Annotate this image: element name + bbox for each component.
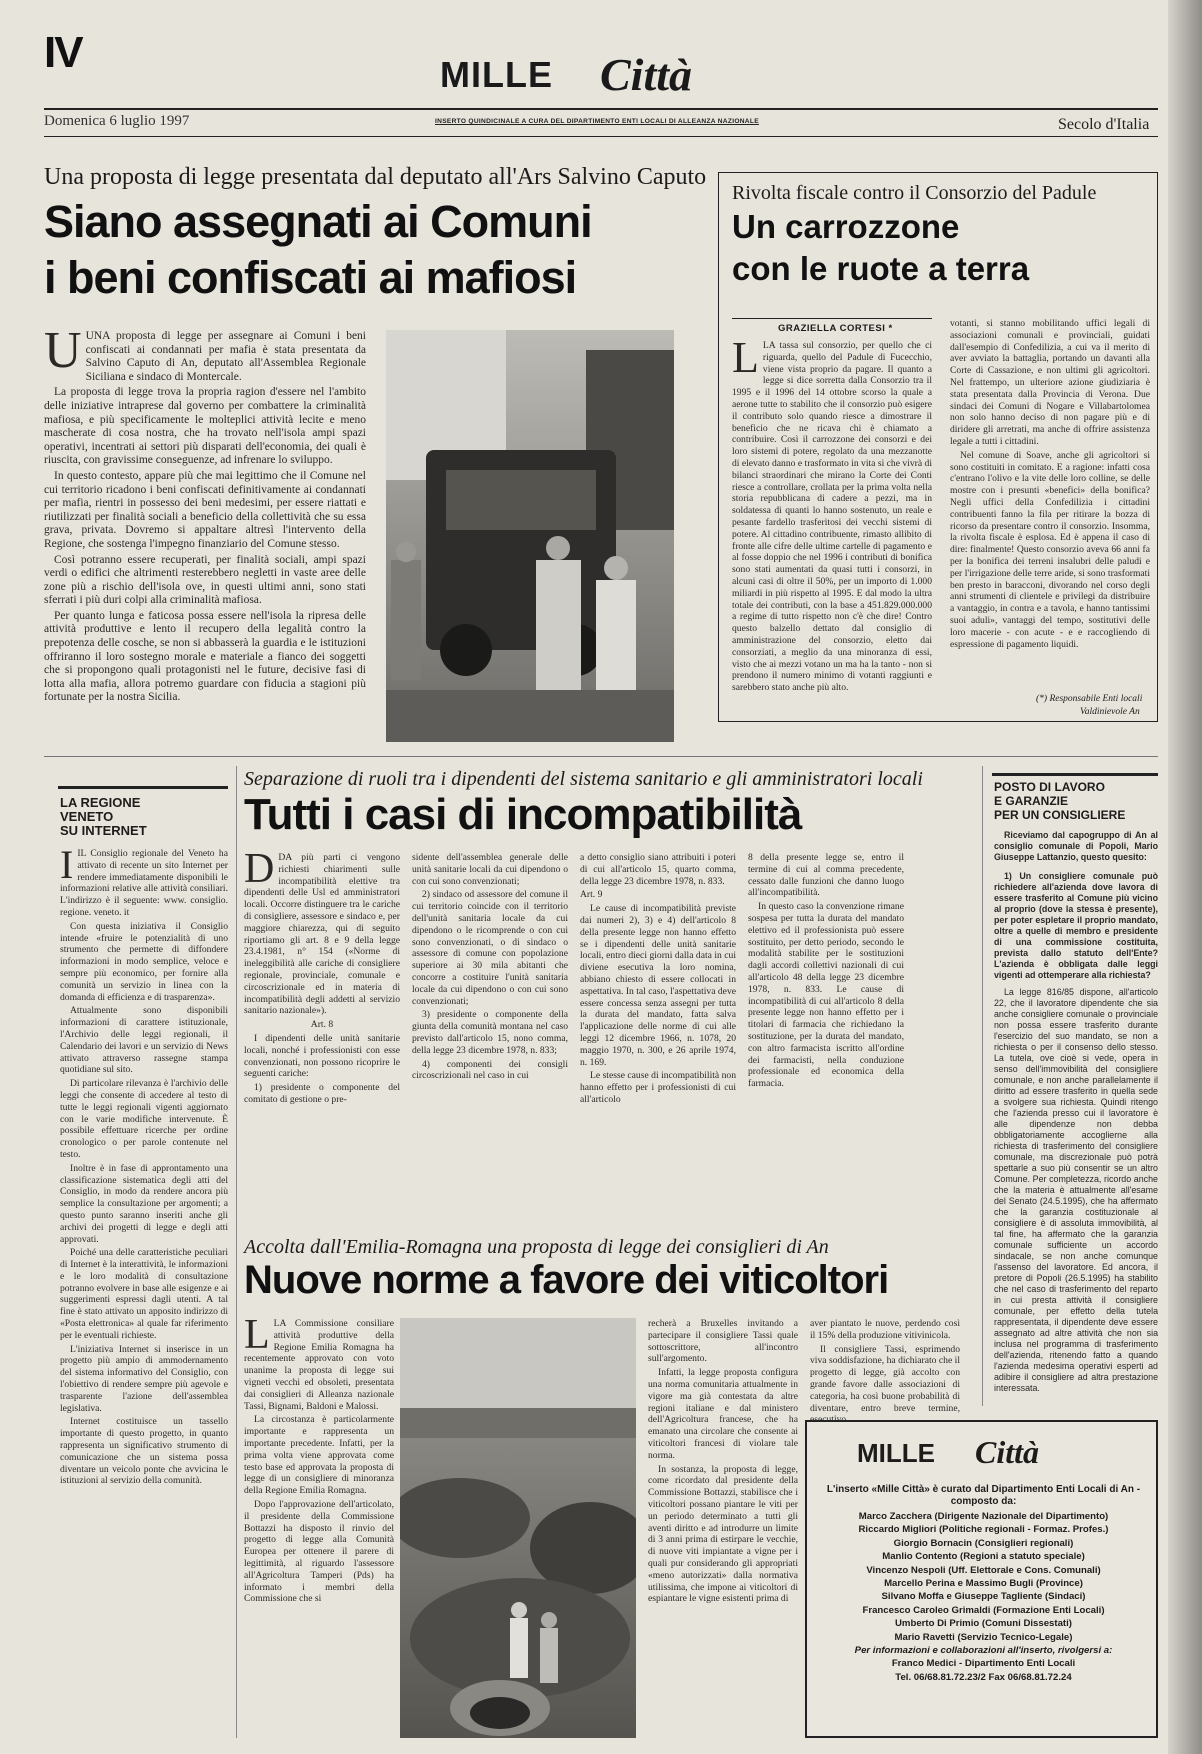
column-rule xyxy=(982,766,983,1406)
article1-kicker: Una proposta di legge presentata dal deputato all'Ars Salvino Caputo xyxy=(44,164,707,190)
sidebar-left-body: IIL Consiglio regionale del Veneto ha attivato di recente un sito Internet per rendere immediatamente disponibili le informazioni relative alle attività consiliari. L'indirizzo è il seguente: www. consiglio. regione. veneto. it Con questa iniziativa il Consiglio intende «fruire le potenzialità di uno strumento che permette di diffondere informazioni in modo semplice, veloce e sempre più economico, per fornire alla comunità un servizio in linea con la domanda di efficienza e di trasparenza». Attualmente sono disponibili informazioni di carattere istituzionale, l'Archivio delle leggi regionali, il Calendario dei lavori e un servizio di News attivato attraverso rassegne stampa quotidiane sul sito. Di particolare rilevanza è l'archivio delle leggi che consente di accedere al testo di tutte le leggi regionali vigenti aggiornato con le varie modifiche intervenute. È possibile effettuare ricerche per ordine cronologico o per parole contenute nel testo. Inoltre è in fase di approntamento una classificazione sistematica degli atti del Consiglio, in modo da rendere ancora più semplice la consultazione per argomenti; a questo punto saranno inseriti anche gli archivi dei progetti di legge e degli atti approvati. Poiché una delle caratteristiche peculiari di Internet è la interattività, le informazioni e le loro modalità di consultazione potranno evolvere in base alle esigenze e ai suggerimenti espressi dagli utenti. A tal fine è stato attivato un apposito indirizzo di «Posta elettronica» al quale far riferimento per le eventuali richieste. L'iniziativa Internet si inserisce in un progetto più ampio di ammodernamento del sistema informativo del Consiglio, con l'obiettivo di rendere sempre più agevole e trasparente l'azione dell'assemblea legislativa. Internet costituisce un tassello importante di questo progetto, in quanto rappresenta un significativo strumento di comunicazione che un sistema possa diventare un veicolo ponte che avvicina le istituzioni al servizio della comunità. xyxy=(60,848,228,1487)
masthead-logo xyxy=(440,48,780,104)
article2-byline: GRAZIELLA CORTESI * xyxy=(778,323,893,334)
credits-intro: L'inserto «Mille Città» è curato dal Dipartimento Enti Locali di An - composto da: xyxy=(826,1484,1141,1507)
sidebar-left-top-rule xyxy=(58,786,228,789)
credits-members xyxy=(813,1510,1154,1684)
article4-kicker: Accolta dall'Emilia-Romagna una proposta di legge dei consiglieri di An xyxy=(244,1236,829,1258)
issue-date: Domenica 6 luglio 1997 xyxy=(44,113,190,129)
credits-member: Francesco Caroleo Grimaldi (Formazione Enti Locali) xyxy=(862,1604,1105,1616)
sidebar-left-title-3: SU INTERNET xyxy=(60,823,147,838)
credits-member: Riccardo Migliori (Politiche regionali - Formaz. Profes.) xyxy=(858,1524,1109,1536)
article4-col-3: recherà a Bruxelles invitando a partecipare il consigliere Tassi quale sottoscrittore, all'incontro sull'argomento. Infatti, la legge proposta configura una norma comunitaria attualmente in vigore ma già contestata da altre regioni italiane e dal ministero dell'Agricoltura francese, che ha emanato una circolare che consente ai viticoltori francesi di violare tale norma. In sostanza, la proposta di legge, come ricordato dal presidente della Commissione Bottazzi, stabilisce che i viticoltori possano piantare le viti per un periodo determinato a tutti gli aventi diritto e ad introdurre un limite di 3 anni prima di estirpare le vecchie, di nuove viti impiantate a vigne per i quali pur considerando gli appropriati «meno autorizzati» dalla normativa utilissima, che impone ai viticoltori di espiantare le vigne esistenti prima di xyxy=(648,1318,798,1605)
credits-logo-mille: MILLE xyxy=(857,1438,935,1468)
photo-vineyard xyxy=(400,1318,636,1738)
credits-logo-citta: Città xyxy=(975,1434,1040,1470)
credits-contact-name: Franco Medici - Dipartimento Enti Locali xyxy=(891,1658,1076,1670)
article2-body-right: votanti, si stanno mobilitando uffici legali di associazioni comunali e provinciali, guidati dall'esempio di Confedilizia, a cui va il merito di aver avviato la battaglia, portando un davanti alla Corte di Cassazione, e non ultimi gli agricoltori. Nel frattempo, un ulteriore azione giudiziaria è stata presentata dalla Provincia di Verona. Due sindaci dei Comuni di Nogare e Villabartolomea non solo hanno deciso di non pagare più e di diridere gli arretrati, ma anche di offrire assistenza legale a tutti i cittadini. Nel comune di Soave, anche gli agricoltori si sono costituiti in comitato. E a ragione: infatti cosa c'entrano l'olivo e la vite delle loro colline, se delle mostre con i presunti «benefici» della bonifica? Negli uffici della Confedilizia i cittadini contribuenti fanno la fila per ritirare la bozza di ricorso da presentare contro il consorzio. Insomma, la rivolta fiscale è esplosa. Ed è appena il caso di dire: finalmente! Questo consorzio aveva 66 anni fa per la bonifica dei terreni insalubri delle paludi e per l'irrigazione delle terre aride, si sono trasformati ben presto in baracconi, divorando nel corso degli anni strumenti di clientele e privilegi da distribuire a vantaggio, in contra e a tavola, e hanno tantissimi suoi aduli», vantaggi del tempo, sostitutivi delle loro macerie - con acute - e e raccogliendo di espressione di pagamento liquidi. xyxy=(950,318,1150,650)
article4-col-1: LLA Commissione consiliare attività produttive della Regione Emilia Romagna ha recentemente approvato con voto unanime la proposta di legge sui vigneti vecchi ed obsoleti, presentata dai consiglieri di Alleanza nazionale Tassi, Bignami, Baldoni e Malossi. La circostanza è particolarmente importante e rappresenta un importante precedente. Infatti, per la prima volta viene approvata come testo base ed approvata la proposta di legge di un consigliere di minoranza della Regione Emilia Romagna. Dopo l'approvazione dell'articolato, il presidente della Commissione Bottazzi ha disposto il rinvio del progetto di legge alla Comunità Europea per ottenere il parere di legittimità, al riguardo l'assessore all'Agricoltura Tamperi (Pds) ha informato i membri della Commissione che si xyxy=(244,1318,394,1605)
credits-member: Umberto Di Primio (Comuni Dissestati) xyxy=(895,1618,1072,1630)
article1-headline-line1: Siano assegnati ai Comuni xyxy=(44,196,592,247)
article4-headline: Nuove norme a favore dei viticoltori xyxy=(244,1258,889,1302)
credits-logo xyxy=(857,1434,1117,1474)
article3-col-4: 8 della presente legge se, entro il termine di cui al comma precedente, cessato dalle funzioni che danno luogo all'incompatibilità. In questo caso la convenzione rimane sospesa per tutta la durata del mandato elettivo ed il professionista può essere sostituito, per detto periodo, secondo le modalità stabilite per le sostituzioni dagli accordi collettivi nazionali di cui all'articolo 48 della legge 23 dicembre 1978, n. 833. Le cause di incompatibilità di cui all'articolo 8 della presente legge non hanno effetto per i titolari di farmacia che richiedano la sostituzione, per la durata del mandato, con altro farmacista iscritto all'ordine dei farmacisti, nella conduzione professionale ed economica della farmacia. xyxy=(748,852,904,1090)
article3-headline: Tutti i casi di incompatibilità xyxy=(244,790,802,839)
column-rule xyxy=(236,766,237,1738)
sidebar-right-top-rule xyxy=(992,773,1158,776)
sidebar-right-body: Riceviamo dal capogruppo di An al consiglio comunale di Popoli, Mario Giuseppe Lattanzio, questo quesito: 1) Un consigliere comunale può richiedere all'azienda dove lavora di essere trasferito al Comune più vicino al proprio (dove la stessa è presente), per poter espletare il proprio mandato, oltre a quelle di membro e presidente di una commissione costituita, prevista dallo statuto dell'Ente? L'azienda è obbligata dalle leggi vigenti ad ottemperare alla richiesta? La legge 816/85 dispone, all'articolo 22, che il lavoratore dipendente che sia anche consigliere comunale o provinciale non possa essere trasferito durante l'esercizio del suo mandato, se non a richiesta o per il consenso dello stesso. La tutela, ove cioè si vede, opera in senso dell'immovibilità del consigliere comunale, e non anche parallelamente il diritto ad essere trasferito in quella sede a svolgere sua richiesta. Quindi ritengo che l'azienda presso cui il lavoratore è alle dipendenze non debba obbligatoriamente accoglierne alla richiesta di trasferimento del consigliere comunale, ma discrezionale può potrà spettarle a suo più consentir se un altro Comune. Per completezza, ricordo anche che la materia è attualmente all'esame del Senato (24.5.1995), che ha affermato che la garanzia costituzionale al consigliere è di assoluta immovibilità, al tal fine, ha affermato che la garanzia comunale sufficiente un accordo sindacale, se non anche comunque l'assenso del lavoratore. Ed ancora, il pretore di Popoli (26.5.1995) ha stabilito che nel caso di trasferimento del reparto in cui presta attività il consigliere comunale, per effetto della tutela rappresentata, il dipendente deve essere assegnato ad altre attività che non sia inclusa nel programma di trasferimento dell'azienda, ritenendo fatto a quando l'azienda medesima operativi esperti ad adibire il consigliere ad altra prestazione interessata. xyxy=(994,830,1158,1393)
credits-member: Vincenzo Nespoli (Uff. Elettorale e Cons. Comunali) xyxy=(866,1564,1101,1576)
logo-citta: Città xyxy=(600,49,693,100)
credits-phone: Tel. 06/68.81.72.23/2 Fax 06/68.81.72.24 xyxy=(895,1671,1072,1683)
credits-member: Marco Zacchera (Dirigente Nazionale del Dipartimento) xyxy=(858,1511,1109,1522)
credits-member: Silvano Moffa e Giuseppe Tagliente (Sindaci) xyxy=(881,1591,1086,1603)
credits-contact: Per informazioni e collaborazioni all'inserto, rivolgersi a: xyxy=(854,1645,1113,1657)
sidebar-left-title-1: LA REGIONE xyxy=(60,795,141,810)
paper-name: Secolo d'Italia xyxy=(1058,116,1150,133)
article2-signoff-1: (*) Responsabile Enti locali xyxy=(1036,694,1143,704)
article1-body: UUNA proposta di legge per assegnare ai Comuni i beni confiscati ai condannati per mafia è stata presentata da Salvino Caputo di An, deputato all'Assemblea Regionale Siciliana e sindaco di Montercale. La proposta di legge trova la propria ragion d'essere nel l'ambito delle iniziative intraprese dal governo per combattere la criminalità mafiosa, e più specificamente le molteplici attività lecite e meno mascherate di cosa nostra, che ha trovato nell'isola ampi spazi operativi, incentrati ai settori più disparati dell'economia, dei quali è riuscita, con gravissime conseguenze, ad infrenare lo sviluppo. In questo contesto, appare più che mai legittimo che il Comune nel cui territorio ricadono i beni confiscati definitivamente ai condannati per mafia, rientri in possesso dei beni medesimi, per essere riattati e riutilizzati per finalità sociali a beneficio della collettività che su essa grava, privata. Dovremo si appaltare altresì l'intervento della Regione, che sostenga l'impegno finanziario del Comune stesso. Così potranno essere recuperati, per finalità sociali, ampi spazi verdi o edifici che altrimenti resterebbero negletti in vaste aree delle zone più a rischio dell'isola ove, in questi ultimi anni, sono stati sferrati i più duri colpi alla criminalità mafiosa. Per quanto lunga e faticosa possa essere nell'isola la ripresa delle attività produttive e lento il recupero della legalità contro la prepotenza delle cosche, se non si abbasserà la guardia e le istituzioni offriranno il loro sostegno morale e materiale a fianco dei soggetti che si propongono quali protagonisti nel le future, decisive fasi di lotta alla mafia, allora potremo guardare con fiducia a stagioni più fortunate per la nostra Sicilia. xyxy=(44,330,366,704)
masthead-rule xyxy=(44,108,1158,110)
sidebar-right-title-3: PER UN CONSIGLIERE xyxy=(994,808,1126,822)
masthead-rule-bottom xyxy=(44,136,1158,137)
credits-member: Manlio Contento (Regioni a statuto speciale) xyxy=(882,1551,1085,1563)
article3-col-1: DDA più parti ci vengono richiesti chiarimenti sulle incompatibilità elettive tra dipendenti delle Usl ed amministratori locali. Occorre distinguere tra le cariche di consigliere, assessore e sindaco e, per maggiore chiarezza, qui di seguito riportiamo gli art. 8 e 9 della legge 23.4.1981, n° 154 («Norme di ineleggibilità alle cariche di consigliere regionale, provinciale, comunale e circoscrizionale ed in materia di incompatibilità degli addetti al servizio sanitario nazionale»). Art. 8 I dipendenti delle unità sanitarie locali, nonché i professionisti con esse convenzionati, non possono ricoprire le seguenti cariche: 1) presidente o componente del comitato di gestione o pre- xyxy=(244,852,400,1105)
article2-signoff-2: Valdinievole An xyxy=(1080,707,1140,717)
page-edge xyxy=(1168,0,1202,1754)
article2-body-left: LLA tassa sul consorzio, per quello che ci riguarda, quello del Padule di Fucecchio, viene vista proprio da pagare. Il quanto a legge si dice sorretta dalla Consorzio tra il 1995 e il 1996 del 14 ottobre scorso la quale a aerone tutte to stabilito che il consorzio può esigere il contributo solo quando riesce a dimostrare il beneficio che ne ricava chi è chiamato a contribuire. Così il carrozzone dei consorzi e dei loro sistemi di potere, regolato da una mezzanotte di elevato danno e trasformato in vita si che vivrà di bilanci straordinari che mirano la Corte dei Conti riesce a controllare, crollata per la prima volta nella storia repubblicana di cadere a pezzi, ma in soldatessa di quanti lo hanno sostenuto, un reale e pesante fardello trasferitosi dei vecchi sistemi di potere. Al cittadino contribuente, rimasto allibito di fronte alle cifre delle ultime cartelle di pagamento e al fosse doppio che nel 1996 i contributi di bonifica sono stati aumentati da quasi tutti i consorzi, in alcuni casi di oltre il 50%, per un importo di 1.000 miliardi in più rispetto al 1995. E dal modo la ultra totale dei contributi, con la base a 451.829.000.000 a regime di tutto rispetto non c'è che dire! Contro questo balzello dettato dal consiglio di amministrazione del consorzio, eletto dai consorziati, a meglio da una minoranza di essi, visto che ai mezzi votano un ma ha la tanto - non si prendono il numero minimo di votanti raggiunti e sarebbero stato anche più alto. xyxy=(732,340,932,694)
article4-col-4: aver piantato le nuove, perdendo così il 15% della produzione vitivinicola. Il consigliere Tassi, esprimendo viva soddisfazione, ha dichiarato che il progetto di legge, già accolto con grande favore dalle associazioni di categoria, ha così buone probabilità di diventare, entro breve termine, xyxy=(810,1318,960,1414)
photo-police-raid xyxy=(386,330,674,742)
article3-kicker: Separazione di ruoli tra i dipendenti del sistema sanitario e gli amministratori locali xyxy=(244,768,923,790)
sidebar-right-title-2: E GARANZIE xyxy=(994,794,1069,808)
logo-mille: MILLE xyxy=(440,54,553,95)
article2-headline-line1: Un carrozzone xyxy=(732,208,960,245)
article3-col-3: a detto consiglio siano attribuiti i poteri di cui all'articolo 15, quarto comma, della legge 23 dicembre 1978, n. 833. Art. 9 Le cause di incompatibilità previste dai numeri 2), 3) e 4) dell'articolo 8 della presente legge non hanno effetto se i dipendenti delle unità sanitarie locali, entro dieci giorni dalla data in cui diviene esecutiva la loro nomina, abbiano chiesto di essere collocati in aspettativa. In tal caso, l'aspettativa deve essere concessa senza assegni per tutta la durata del mandato, fatta salva l'applicazione delle norme di cui alle leggi 12 dicembre 1966, n. 1078, 20 maggio 1970, n. 300, e 26 aprile 1974, n. 169. Le stesse cause di incompatibilità non hanno effetto per i professionisti di cui all'articolo xyxy=(580,852,736,1105)
article3-col-2: sidente dell'assemblea generale delle unità sanitarie locali da cui dipendono o con cui sono convenzionati; 2) sindaco od assessore del comune il cui territorio coincide con il territorio dell'unità sanitaria locale da cui dipendono o le ricomprende o con cui sono convenzionati, o di sindaco o assessore di comune con popolazione superiore ai 30 mila abitanti che concorre a costituire l'unità sanitaria locale da cui dipendono o con cui sono convenzionati; 3) presidente o componente della giunta della comunità montana nel caso previsto dall'articolo 15, nono comma, della legge 23 dicembre 1978, n. 833; 4) componenti dei consigli circoscrizionali nel caso in cui xyxy=(412,852,568,1082)
credits-member: Marcello Perina e Massimo Bugli (Province) xyxy=(884,1578,1083,1590)
credits-box xyxy=(805,1420,1158,1738)
credits-member: Giorgio Bornacin (Consiglieri regionali) xyxy=(893,1537,1074,1549)
credits-member: Mario Ravetti (Servizio Tecnico-Legale) xyxy=(894,1631,1073,1643)
article2-rule xyxy=(732,318,932,319)
section-rule xyxy=(44,756,1158,757)
article1-headline-line2: i beni confiscati ai mafiosi xyxy=(44,252,577,303)
article2-kicker: Rivolta fiscale contro il Consorzio del Padule xyxy=(732,182,1097,204)
sidebar-right-title-1: POSTO DI LAVORO xyxy=(994,780,1105,794)
sidebar-left-title-2: VENETO xyxy=(60,809,114,824)
article2-headline-line2: con le ruote a terra xyxy=(732,250,1030,287)
page-number: IV xyxy=(44,28,82,77)
masthead-tagline: INSERTO QUINDICINALE A CURA DEL DIPARTIMENTO ENTI LOCALI DI ALLEANZA NAZIONALE xyxy=(435,118,759,125)
